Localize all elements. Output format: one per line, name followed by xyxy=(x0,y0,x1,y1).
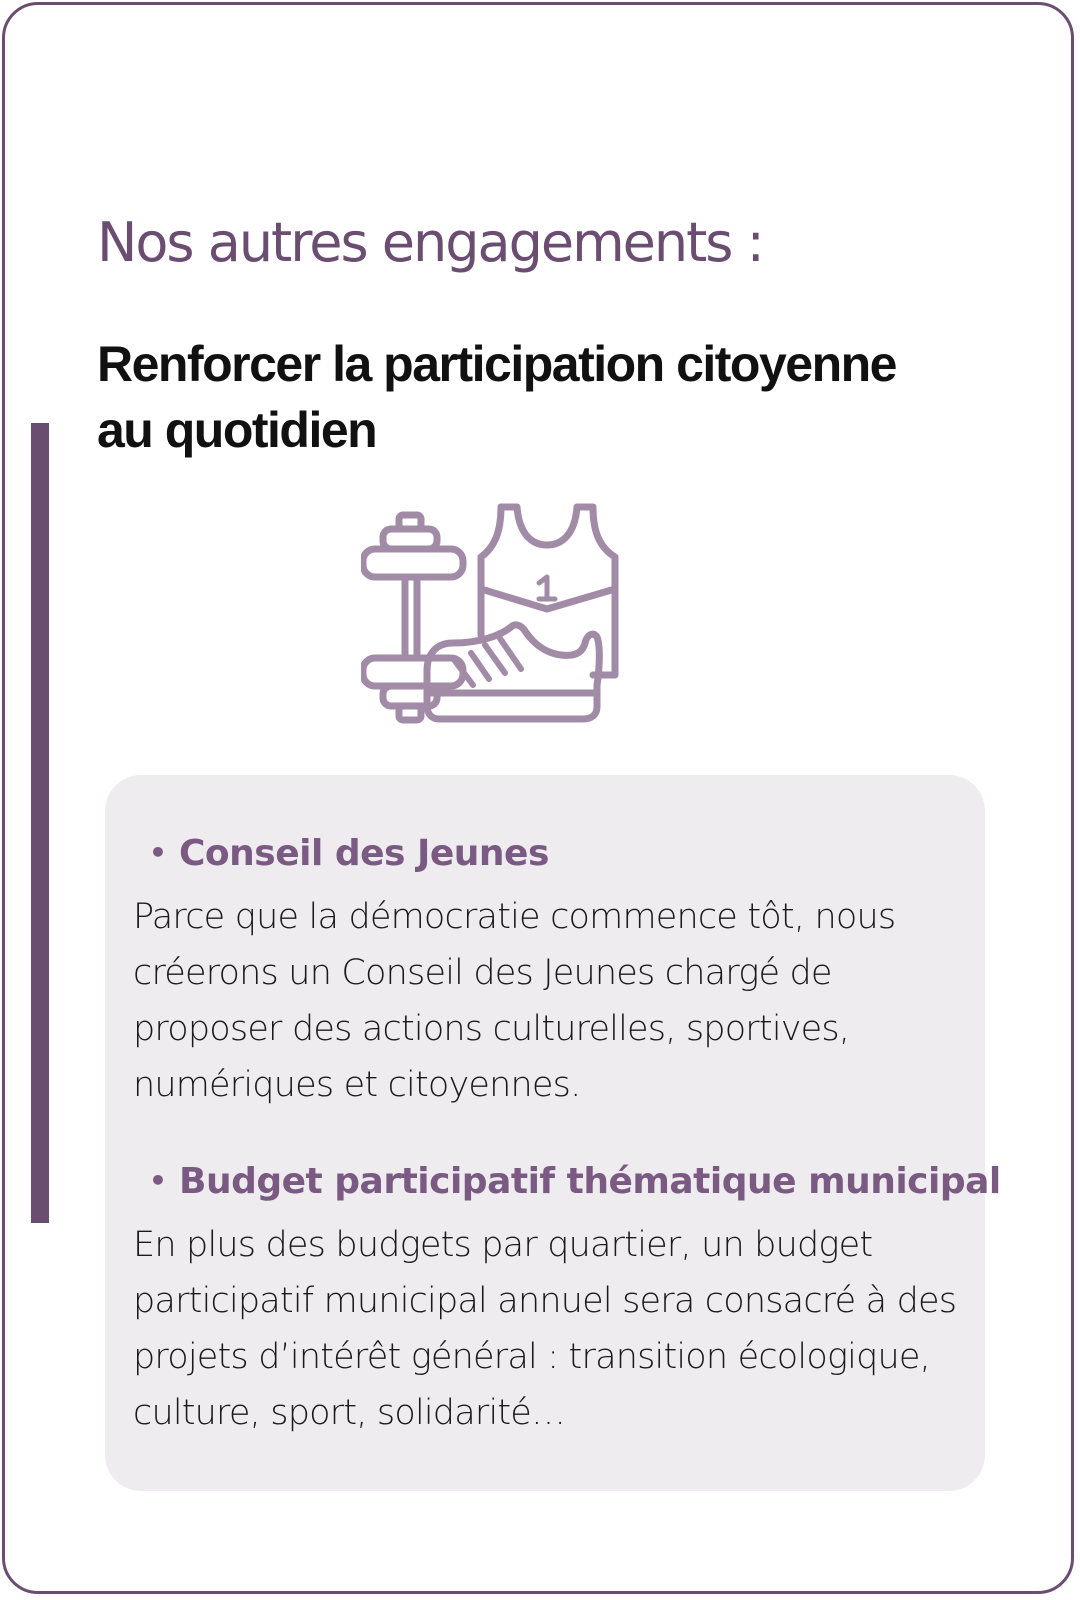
bullet-icon: • xyxy=(149,836,167,869)
accent-side-bar xyxy=(31,423,49,1223)
item-title-text: Budget participatif thématique municipal xyxy=(179,1161,1001,1202)
item-body-budget-participatif: En plus des budgets par quartier, un budget participatif municipal annuel sera consacré à des projets d’intérêt général : transition écologique, culture, sport, solidarité… xyxy=(133,1225,957,1433)
subtitle: Renforcer la participation citoyenne au quotidien xyxy=(97,336,896,458)
section-title: Nos autres engagements : xyxy=(97,211,763,274)
item-body-conseil-jeunes: Parce que la démocratie commence tôt, nous créerons un Conseil des Jeunes chargé de proposer des actions culturelles, sportives, numériques et citoyennes. xyxy=(133,897,896,1105)
engagement-card xyxy=(2,2,1074,1594)
bullet-icon: • xyxy=(149,1164,167,1197)
engagements-box xyxy=(105,775,1001,1491)
item-title-text: Conseil des Jeunes xyxy=(179,833,549,874)
item-title-budget-participatif xyxy=(149,1161,1001,1202)
sport-equipment-icon xyxy=(361,503,631,737)
item-title-conseil-jeunes xyxy=(149,833,549,874)
